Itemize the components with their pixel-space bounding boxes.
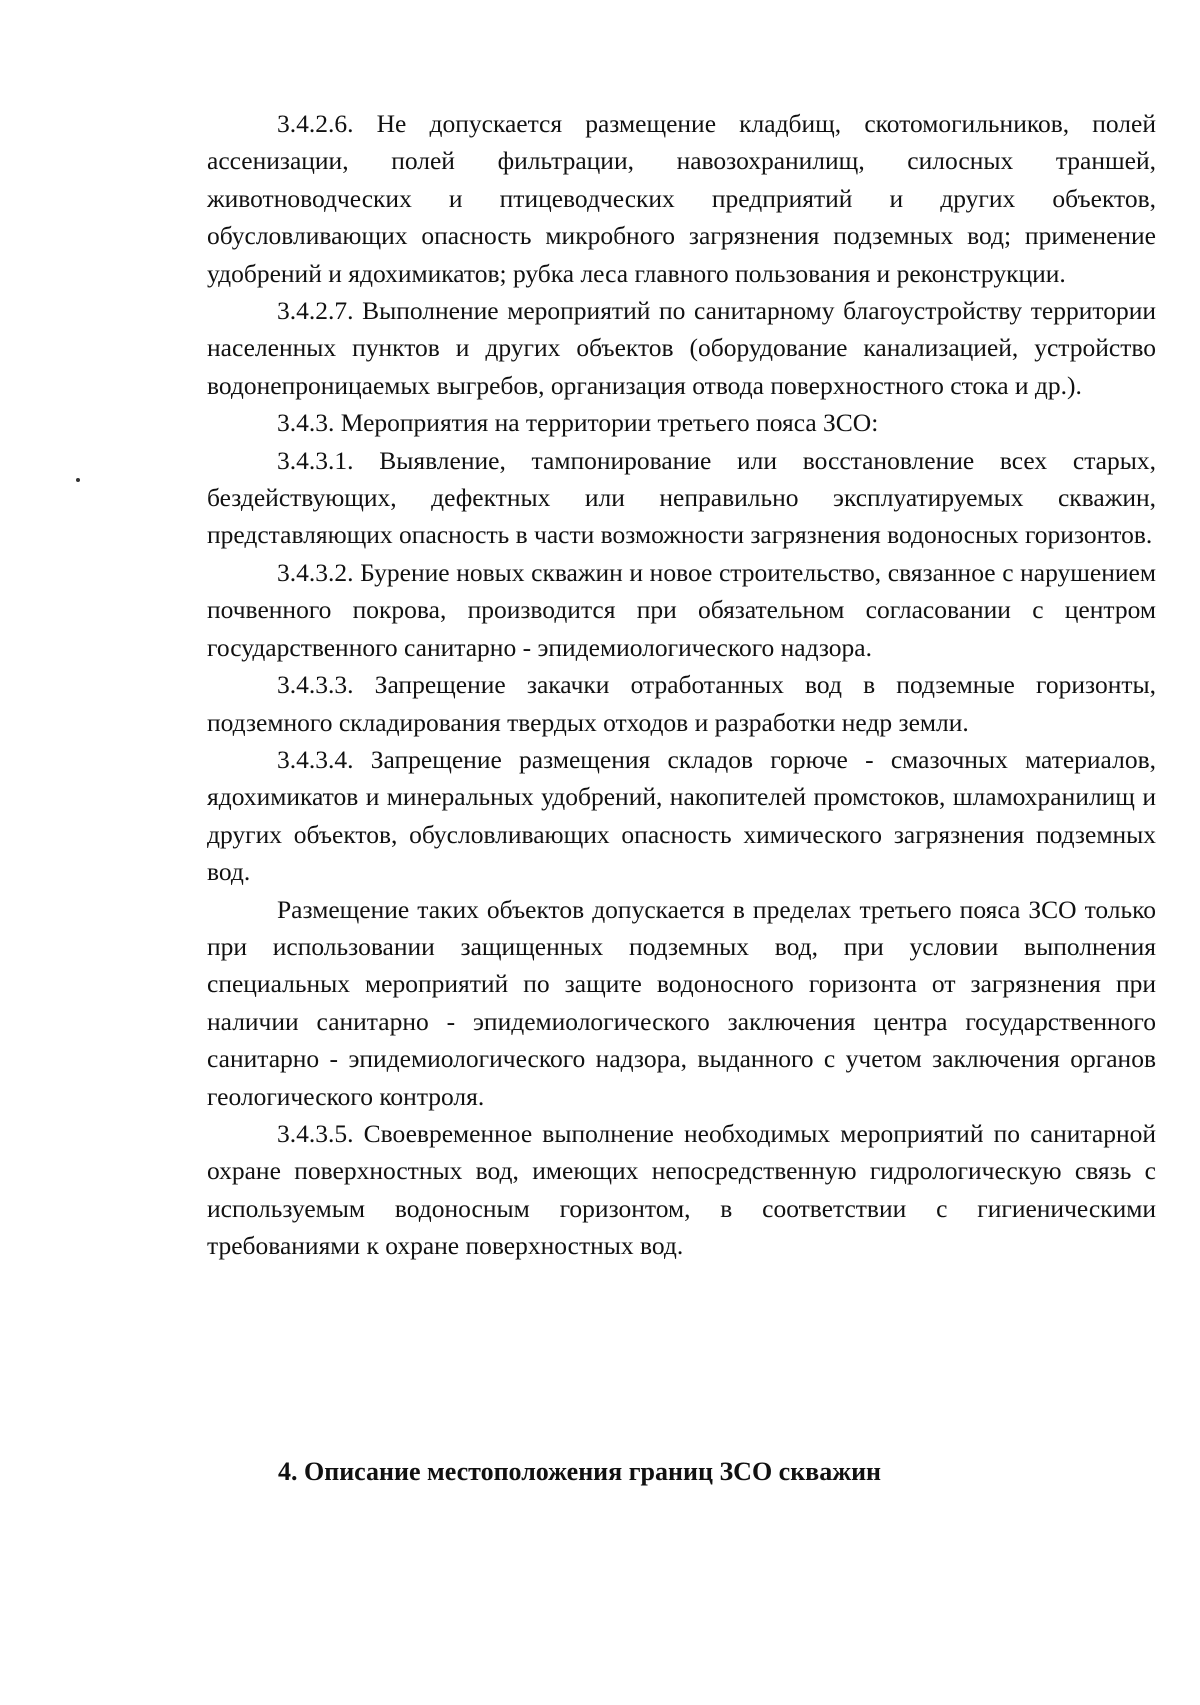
paragraph-placement-conditions: Размещение таких объектов допускается в пределах третьего пояса ЗСО только при использовании защищенных подземных вод, при условии выполнения специальных мероприятий по защите водоносного горизонта от загрязнения при наличии санитарно - эпидемиологического заключения центра государственного санитарно - эпидемиологического надзора, выданного с учетом заключения органов геологического контроля. (207, 894, 1156, 1111)
paragraph-3-4-3: 3.4.3. Мероприятия на территории третьего пояса ЗСО: (277, 408, 879, 438)
paragraph-3-4-3-5: 3.4.3.5. Своевременное выполнение необходимых мероприятий по санитарной охране поверхностных вод, имеющих непосредственную гидрологическую связь с используемым водоносным горизонтом, в соответствии с гигиеническими требованиями к охране поверхностных вод. (207, 1118, 1156, 1261)
paragraph-3-4-3-4: 3.4.3.4. Запрещение размещения складов горюче - смазочных материалов, ядохимикатов и минеральных удобрений, накопителей промстоков, шламохранилищ и других объектов, обусловливающих опасность химического загрязнения подземных вод. (207, 744, 1156, 887)
paragraph-3-4-3-3: 3.4.3.3. Запрещение закачки отработанных вод в подземные горизонты, подземного складирования твердых отходов и разработки недр земли. (207, 670, 1156, 737)
document-body (207, 105, 1156, 1265)
paragraph-3-4-2-7: 3.4.2.7. Выполнение мероприятий по санитарному благоустройству территории населенных пунктов и других объектов (оборудование канализацией, устройство водонепроницаемых выгребов, организация отвода поверхностного стока и др.). (207, 296, 1156, 400)
scan-speck (76, 478, 80, 482)
paragraph-3-4-3-1: 3.4.3.1. Выявление, тампонирование или восстановление всех старых, бездействующих, дефектных или неправильно эксплуатируемых скважин, представляющих опасность в части возможности загрязнения водоносных горизонтов. (207, 445, 1156, 550)
paragraph-3-4-2-6: 3.4.2.6. Не допускается размещение кладбищ, скотомогильников, полей ассенизации, полей фильтрации, навозохранилищ, силосных траншей, животноводческих и птицеводческих предприятий и других объектов, обусловливающих опасность микробного загрязнения подземных вод; применение удобрений и ядохимикатов; рубка леса главного пользования и реконструкции. (207, 109, 1156, 288)
section-heading: 4. Описание местоположения границ ЗСО скважин (278, 1457, 882, 1486)
paragraph-3-4-3-2: 3.4.3.2. Бурение новых скважин и новое строительство, связанное с нарушением почвенного покрова, производится при обязательном согласовании с центром государственного санитарно - эпидемиологического надзора. (207, 557, 1156, 662)
